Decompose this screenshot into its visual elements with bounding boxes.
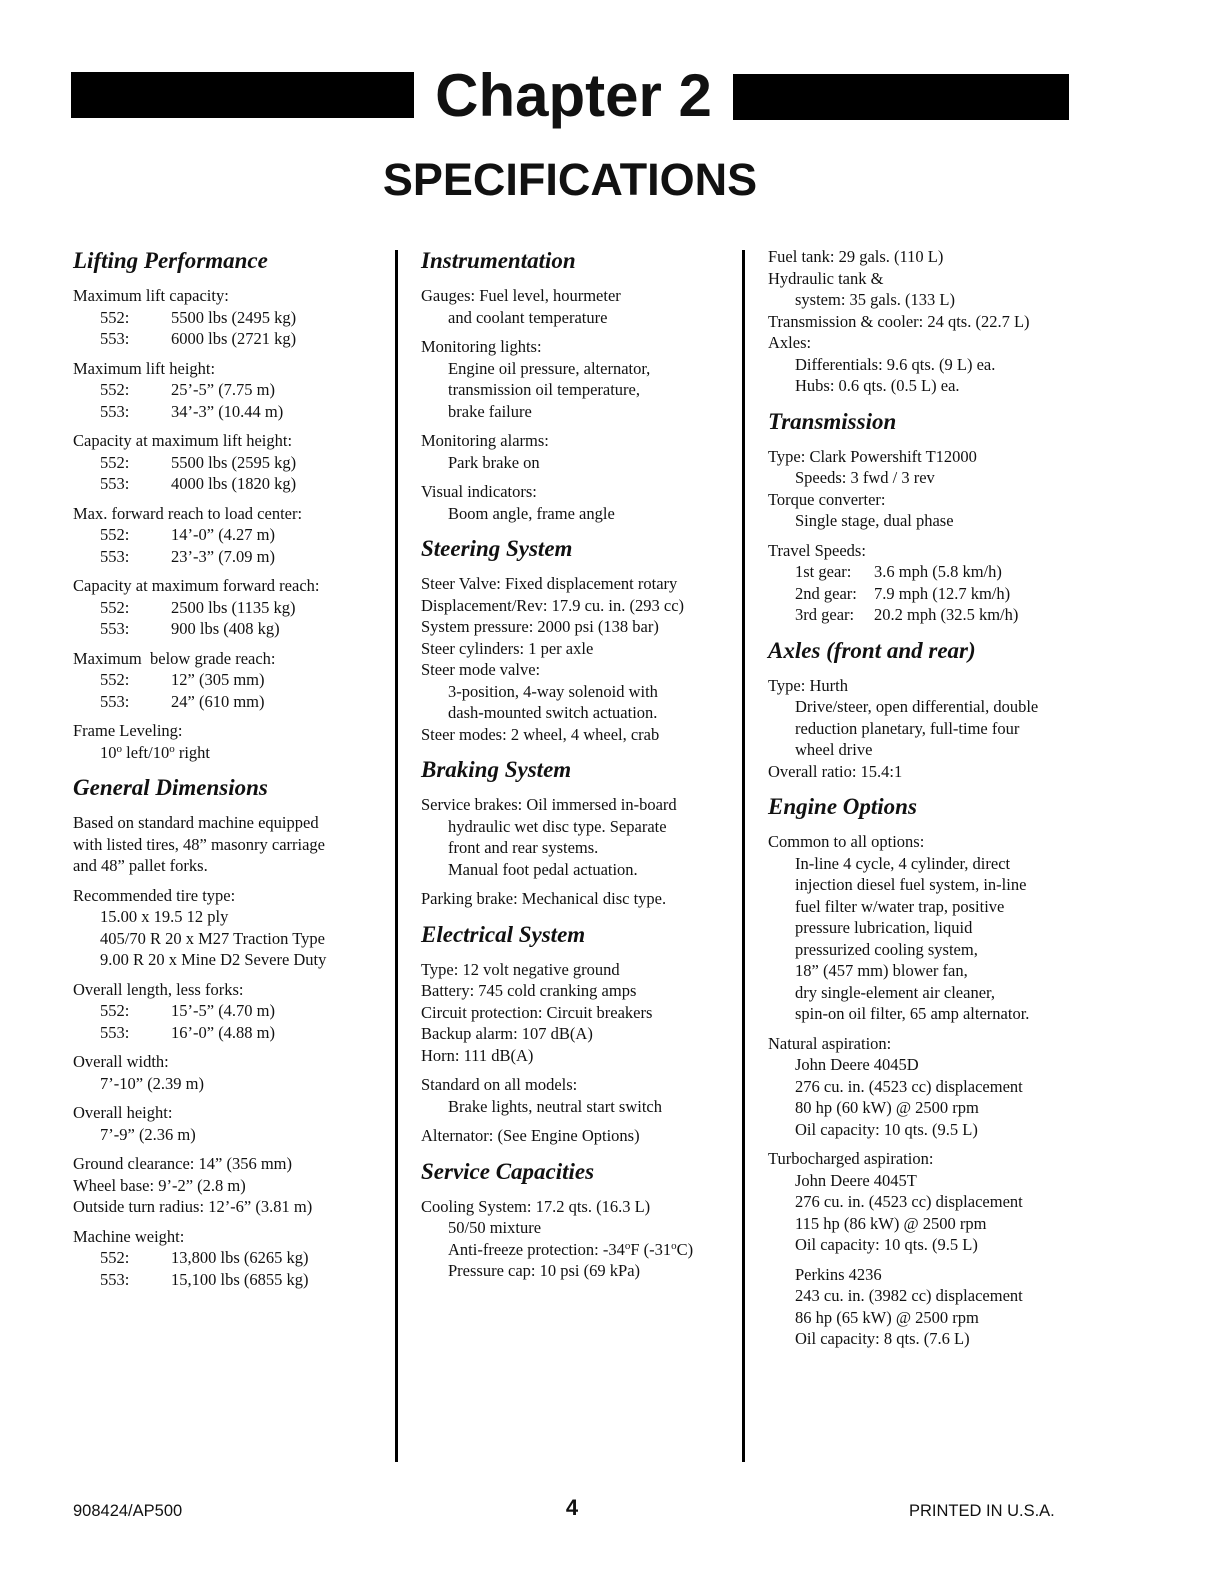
parking-brake — [421, 888, 731, 910]
spec-value: 25’-5” (7.75 m) — [171, 380, 276, 399]
spec-label: Monitoring alarms: — [421, 431, 549, 450]
model-553: 553: — [100, 1022, 130, 1042]
printed-in: PRINTED IN U.S.A. — [909, 1502, 1055, 1520]
model-553: 553: — [100, 401, 130, 421]
chapter-bar-left — [71, 72, 414, 118]
column-1 — [73, 246, 383, 1298]
spec-value: 7.9 mph (12.7 km/h) — [874, 583, 1011, 603]
text-line: 86 hp (65 kW) @ 2500 rpm — [795, 1307, 979, 1327]
spec-value: 24” (610 mm) — [171, 691, 265, 711]
dimensions-intro — [73, 812, 383, 877]
degree-mark: o — [624, 1239, 631, 1252]
text-line: Drive/steer, open differential, double — [795, 697, 1039, 716]
text-line: pressure lubrication, liquid — [795, 918, 973, 937]
text-line: Based on standard machine equipped — [73, 813, 319, 832]
turn-radius: Outside turn radius: 12’-6” (3.81 m) — [73, 1197, 313, 1216]
frame-leveling — [73, 720, 383, 763]
text-line: Type: 12 volt negative ground — [421, 959, 620, 979]
axles-specs — [768, 675, 1088, 783]
engine-options-heading: Engine Options — [768, 794, 917, 819]
text-line: Service brakes: Oil immersed in-board — [421, 795, 677, 814]
model-552: 552: — [100, 670, 130, 689]
spec-value: 4000 lbs (1820 kg) — [171, 474, 297, 493]
spec-value: 15’-5” (4.70 m) — [171, 1001, 276, 1020]
text-line: Differentials: 9.6 qts. (9 L) ea. — [795, 354, 996, 374]
text-line: 276 cu. in. (4523 cc) displacement — [795, 1076, 1023, 1096]
travel-speeds — [768, 540, 1088, 626]
capacity-at-max-height — [73, 430, 383, 495]
model-553: 553: — [100, 329, 130, 348]
text-line: Alternator: (See Engine Options) — [421, 1126, 640, 1145]
engine-natural — [768, 1033, 1088, 1141]
monitoring-alarms — [421, 430, 731, 473]
service-brakes — [421, 794, 731, 880]
text-line: John Deere 4045T — [795, 1170, 917, 1190]
spec-label: Turbocharged aspiration: — [768, 1149, 934, 1168]
steering-system-heading: Steering System — [421, 536, 573, 561]
model-552: 552: — [100, 307, 130, 327]
instrumentation-heading: Instrumentation — [421, 248, 576, 273]
degree-mark: o — [671, 1239, 677, 1252]
model-552: 552: — [100, 597, 130, 617]
gear-label: 3rd gear: — [795, 605, 855, 624]
axles-heading: Axles (front and rear) — [768, 637, 976, 663]
page-number: 4 — [565, 1495, 579, 1520]
spec-value: 7’-10” (2.39 m) — [100, 1073, 205, 1093]
spec-value: 5500 lbs (2595 kg) — [171, 452, 297, 472]
spec-value: 34’-3” (10.44 m) — [171, 401, 284, 421]
text-line: dash-mounted switch actuation. — [448, 703, 658, 722]
text-line: Torque converter: — [768, 489, 886, 509]
spec-value: 16’-0” (4.88 m) — [171, 1022, 276, 1042]
text-line: Park brake on — [448, 452, 540, 472]
text-line: Transmission & cooler: 24 qts. (22.7 L) — [768, 311, 1030, 331]
text-line: Axles: — [768, 333, 812, 352]
text-line: injection diesel fuel system, in-line — [795, 875, 1027, 894]
model-552: 552: — [100, 525, 130, 544]
spec-label: Visual indicators: — [421, 482, 537, 501]
text-line: transmission oil temperature, — [448, 380, 640, 399]
text-line: system: 35 gals. (133 L) — [795, 290, 955, 309]
engine-common — [768, 831, 1088, 1025]
overall-length — [73, 979, 383, 1044]
tire-item: 9.00 R 20 x Mine D2 Severe Duty — [100, 950, 327, 969]
text-line: Steer Valve: Fixed displacement rotary — [421, 574, 678, 593]
gear-label: 1st gear: — [795, 562, 852, 581]
model-552: 552: — [100, 1001, 130, 1020]
machine-weight — [73, 1226, 383, 1291]
spec-value: 2500 lbs (1135 kg) — [171, 597, 296, 617]
text-line: Horn: 111 dB(A) — [421, 1045, 534, 1065]
transmission-heading: Transmission — [768, 408, 897, 434]
max-lift-capacity — [73, 285, 383, 350]
model-553: 553: — [100, 691, 130, 711]
text-line: Type: Clark Powershift T12000 — [768, 446, 977, 466]
gear-label: 2nd gear: — [795, 583, 857, 603]
model-552: 552: — [100, 380, 130, 399]
fluid-capacities — [768, 246, 1088, 397]
capacity-at-forward-reach — [73, 575, 383, 640]
spec-label: Capacity at maximum lift height: — [73, 431, 293, 450]
text-line: 3-position, 4-way solenoid with — [448, 681, 658, 701]
max-lift-height — [73, 358, 383, 423]
text-line: Overall ratio: 15.4:1 — [768, 761, 903, 781]
text-line: Fuel tank: 29 gals. (110 L) — [768, 247, 944, 266]
spec-label: Overall length, less forks: — [73, 979, 244, 999]
below-grade-reach — [73, 648, 383, 713]
text-line: front and rear systems. — [448, 838, 599, 857]
column-2 — [421, 246, 731, 1290]
model-552: 552: — [100, 452, 130, 472]
spec-value: 6000 lbs (2721 kg) — [171, 329, 297, 348]
steering-specs — [421, 573, 731, 745]
spec-label: Recommended tire type: — [73, 885, 236, 905]
spec-value: 900 lbs (408 kg) — [171, 619, 280, 638]
text-line: Boom angle, frame angle — [448, 503, 615, 523]
text-line: Steer modes: 2 wheel, 4 wheel, crab — [421, 724, 660, 744]
text-line: spin-on oil filter, 65 amp alternator. — [795, 1004, 1030, 1023]
text-line: and 48” pallet forks. — [73, 856, 208, 875]
text-line: 115 hp (86 kW) @ 2500 rpm — [795, 1213, 987, 1233]
text-line: 243 cu. in. (3982 cc) displacement — [795, 1286, 1023, 1305]
text-line: Displacement/Rev: 17.9 cu. in. (293 cc) — [421, 595, 685, 615]
lifting-performance-heading: Lifting Performance — [73, 248, 268, 273]
column-3 — [768, 246, 1088, 1358]
clearance-group — [73, 1153, 383, 1218]
chapter-bar-right — [733, 74, 1069, 120]
text-line: Single stage, dual phase — [795, 511, 954, 530]
spec-label: Standard on all models: — [421, 1075, 578, 1094]
overall-width — [73, 1051, 383, 1094]
spec-label: Natural aspiration: — [768, 1033, 892, 1053]
text-line: Oil capacity: 10 qts. (9.5 L) — [795, 1235, 978, 1254]
wheel-base: Wheel base: 9’-2” (2.8 m) — [73, 1175, 246, 1195]
text-line: Battery: 745 cold cranking amps — [421, 981, 637, 1000]
chapter-title: Chapter 2 — [435, 62, 712, 129]
text-line: reduction planetary, full-time four — [795, 718, 1020, 738]
spec-value: 23’-3” (7.09 m) — [171, 546, 276, 566]
text-line: System pressure: 2000 psi (138 bar) — [421, 617, 659, 636]
standard-equipment — [421, 1074, 731, 1117]
text-line: Hubs: 0.6 qts. (0.5 L) ea. — [795, 376, 960, 395]
text-line: brake failure — [448, 401, 532, 421]
text-line: Backup alarm: 107 dB(A) — [421, 1024, 593, 1043]
text-line: dry single-element air cleaner, — [795, 982, 995, 1002]
text-line: 50/50 mixture — [448, 1218, 542, 1237]
text-line: Engine oil pressure, alternator, — [448, 358, 651, 378]
degree-mark: o — [169, 742, 175, 755]
model-553: 553: — [100, 1269, 130, 1289]
text-line: Type: Hurth — [768, 675, 848, 695]
spec-label: Overall height: — [73, 1103, 173, 1122]
alternator — [421, 1125, 731, 1147]
model-553: 553: — [100, 474, 130, 493]
engine-turbo — [768, 1148, 1088, 1256]
text-line: Pressure cap: 10 psi (69 kPa) — [448, 1261, 641, 1280]
spec-label: Common to all options: — [768, 832, 925, 851]
text-line: Gauges: Fuel level, hourmeter — [421, 286, 621, 305]
text-line: Manual foot pedal actuation. — [448, 859, 638, 879]
text-line: Brake lights, neutral start switch — [448, 1096, 662, 1116]
text-line: fuel filter w/water trap, positive — [795, 896, 1005, 916]
spec-label: Maximum below grade reach: — [73, 648, 276, 668]
spec-label: Overall width: — [73, 1052, 169, 1071]
text-line: 80 hp (60 kW) @ 2500 rpm — [795, 1098, 979, 1117]
text-line: Oil capacity: 10 qts. (9.5 L) — [795, 1119, 978, 1139]
spec-value: 20.2 mph (32.5 km/h) — [874, 605, 1019, 624]
monitoring-lights — [421, 336, 731, 422]
spec-value: 3.6 mph (5.8 km/h) — [874, 562, 1002, 581]
engine-perkins — [768, 1264, 1088, 1350]
text-line: In-line 4 cycle, 4 cylinder, direct — [795, 853, 1011, 873]
text-line: John Deere 4045D — [795, 1055, 919, 1074]
electrical-system-heading: Electrical System — [421, 921, 586, 947]
spec-label: Capacity at maximum forward reach: — [73, 576, 320, 595]
tire-item: 15.00 x 19.5 12 ply — [100, 907, 229, 926]
text-line: Oil capacity: 8 qts. (7.6 L) — [795, 1329, 970, 1348]
spec-label: Max. forward reach to load center: — [73, 503, 303, 523]
spec-value: 7’-9” (2.36 m) — [100, 1124, 196, 1144]
text-line: Cooling System: 17.2 qts. (16.3 L) — [421, 1196, 651, 1216]
degree-mark: o — [116, 742, 122, 755]
spec-value: 10 — [100, 742, 117, 762]
max-forward-reach — [73, 503, 383, 568]
text-line: 276 cu. in. (4523 cc) displacement — [795, 1192, 1023, 1211]
column-divider-1 — [395, 250, 398, 1462]
spec-value: 13,800 lbs (6265 kg) — [171, 1248, 309, 1267]
spec-label: Maximum lift height: — [73, 358, 216, 378]
text-line: Steer mode valve: — [421, 660, 541, 679]
braking-system-heading: Braking System — [421, 757, 572, 782]
spec-value: 15,100 lbs (6855 kg) — [171, 1269, 309, 1289]
column-divider-2 — [742, 250, 745, 1462]
gauges — [421, 285, 731, 328]
document-number: 908424/AP500 — [73, 1502, 183, 1520]
model-553: 553: — [100, 619, 130, 638]
text-line: F (-31 — [630, 1239, 672, 1259]
text-line: Circuit protection: Circuit breakers — [421, 1002, 653, 1022]
spec-value: 5500 lbs (2495 kg) — [171, 307, 297, 327]
text-line: C) — [676, 1239, 694, 1259]
spec-value: 12” (305 mm) — [171, 670, 265, 689]
text-line: Perkins 4236 — [795, 1264, 882, 1284]
text-line: with listed tires, 48” masonry carriage — [73, 834, 326, 854]
recommended-tires — [73, 885, 383, 971]
spec-label: Monitoring lights: — [421, 337, 542, 356]
tire-item: 405/70 R 20 x M27 Traction Type — [100, 928, 325, 948]
model-553: 553: — [100, 546, 130, 566]
text-line: wheel drive — [795, 740, 873, 759]
text-line: pressurized cooling system, — [795, 939, 978, 959]
text-line: hydraulic wet disc type. Separate — [448, 816, 667, 836]
text-line: Hydraulic tank & — [768, 268, 884, 288]
spec-value: right — [174, 742, 210, 762]
page-title: SPECIFICATIONS — [382, 154, 758, 205]
visual-indicators — [421, 481, 731, 524]
ground-clearance: Ground clearance: 14” (356 mm) — [73, 1154, 292, 1173]
text-line: Steer cylinders: 1 per axle — [421, 638, 594, 658]
text-line: Speeds: 3 fwd / 3 rev — [795, 468, 935, 487]
spec-label: Travel Speeds: — [768, 540, 866, 560]
general-dimensions-heading: General Dimensions — [73, 775, 268, 800]
spec-value: 14’-0” (4.27 m) — [171, 525, 276, 544]
overall-height — [73, 1102, 383, 1145]
spec-label: Machine weight: — [73, 1226, 185, 1246]
spec-label: Frame Leveling: — [73, 721, 183, 740]
text-line: 18” (457 mm) blower fan, — [795, 961, 968, 980]
spec-value: left/10 — [122, 742, 170, 762]
electrical-specs — [421, 959, 731, 1067]
text-line: Parking brake: Mechanical disc type. — [421, 889, 667, 908]
cooling-system — [421, 1196, 731, 1282]
text-line: Anti-freeze protection: -34 — [448, 1239, 625, 1259]
text-line: and coolant temperature — [448, 307, 608, 327]
spec-label: Maximum lift capacity: — [73, 286, 229, 305]
transmission-specs — [768, 446, 1088, 532]
service-capacities-heading: Service Capacities — [421, 1158, 595, 1184]
model-552: 552: — [100, 1248, 130, 1267]
